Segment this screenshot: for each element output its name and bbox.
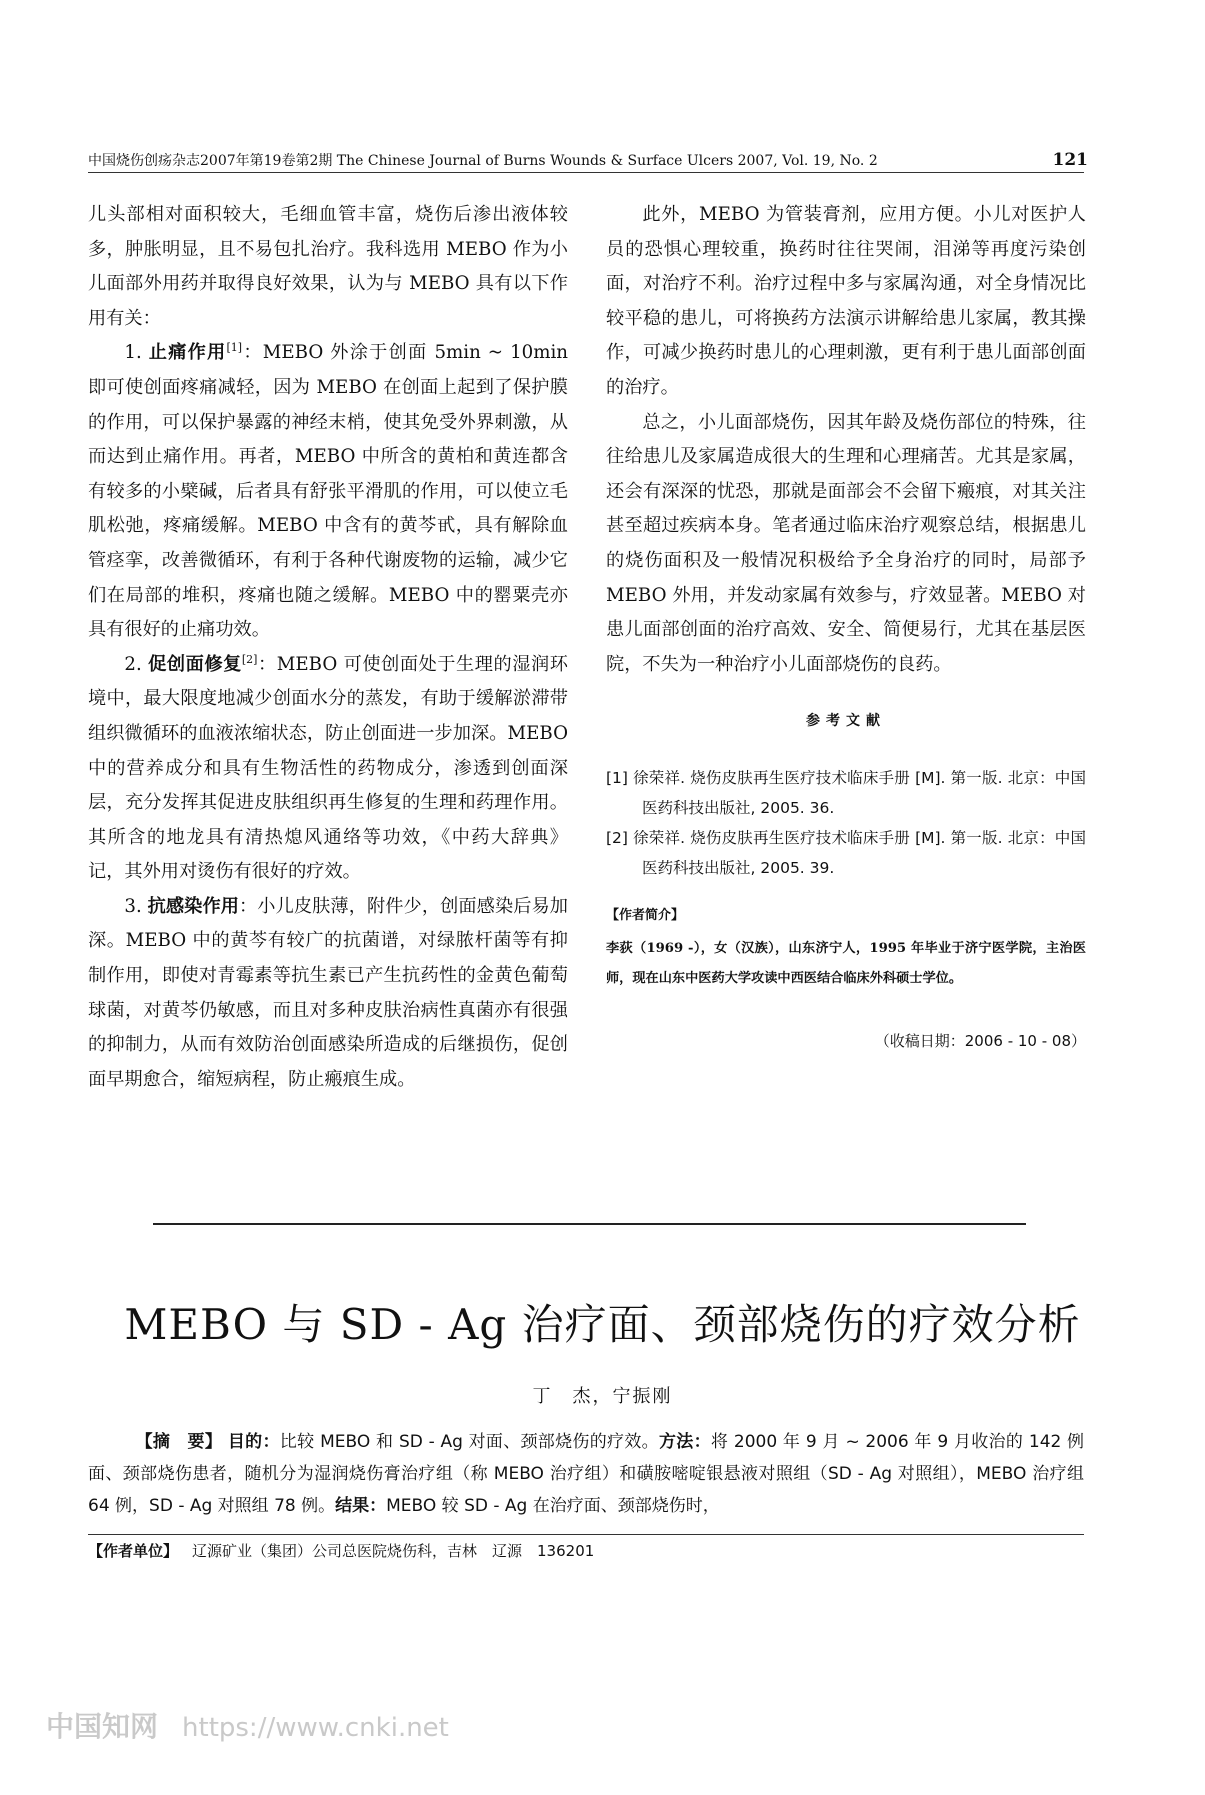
section-text: ：小儿皮肤薄，附件少，创面感染后易加深。MEBO 中的黄芩有较广的抗菌谱，对绿脓杆菌等有抑制作用，即使对青霉素等抗生素已产生抗药性的金黄色葡萄球菌，对黄芩仍敏感，而且对多种皮肤治病性真菌亦有很强的抑制力，从而有效防治创面感染所造成的后继损伤，促创面早期愈合，缩短病程，防止瘢痕生成。 bbox=[88, 895, 568, 1090]
result-text: MEBO 较 SD - Ag 在治疗面、颈部烧伤时， bbox=[386, 1496, 720, 1516]
article-divider bbox=[153, 1223, 1026, 1225]
section-title: 止痛作用 bbox=[148, 342, 227, 364]
received-date: （收稿日期：2006 - 10 - 08） bbox=[874, 1031, 1086, 1050]
section-text: ：MEBO 外涂于创面 5min ~ 10min 即可使创面疼痛减轻，因为 MEBO 在创面上起到了保护膜的作用，可以保护暴露的神经末梢，使其免受外界刺激，从而达到止痛作用。再者，MEBO 中所含的黄柏和黄连都含有较多的小檗碱，后者具有舒张平滑肌的作用，可以使立毛肌松弛，疼痛缓解。MEBO 中含有的黄芩甙，具有解除血管痉挛，改善微循环，有利于各种代谢废物的运输，减少它们在局部的堆积，疼痛也随之缓解。MEBO 中的罂粟壳亦具有很好的止痛功效。 bbox=[88, 342, 568, 641]
citation: [2] bbox=[241, 652, 258, 666]
section-number: 1. bbox=[124, 342, 142, 364]
paragraph: 总之，小儿面部烧伤，因其年龄及烧伤部位的特殊，往往给患儿及家属造成很大的生理和心理痛苦。尤其是家属，还会有深深的忧恐，那就是面部会不会留下瘢痕，对其关注甚至超过疾病本身。笔者通过临床治疗观察总结，根据患儿的烧伤面积及一般情况积极给予全身治疗的同时，局部予 MEBO 外用，并发动家属有效参与，疗效显著。MEBO 对患儿面部创面的治疗高效、安全、简便易行，尤其在基层医院，不失为一种治疗小儿面部烧伤的良药。 bbox=[606, 411, 1086, 675]
abstract bbox=[88, 1426, 1084, 1522]
affiliation-text: 辽源矿业（集团）公司总医院烧伤科，吉林 辽源 136201 bbox=[192, 1542, 595, 1560]
footnote-rule bbox=[88, 1534, 1084, 1535]
author-intro: 李荻（1969 -），女（汉族），山东济宁人，1995 年毕业于济宁医学院，主治医师，现在山东中医药大学攻读中西医结合临床外科硕士学位。 bbox=[606, 940, 1086, 986]
author-affiliation bbox=[88, 1540, 594, 1561]
cnki-logo: 中国知网 bbox=[46, 1710, 159, 1743]
references-heading: 参考文献 bbox=[806, 713, 886, 730]
cnki-watermark bbox=[46, 1705, 449, 1745]
section-number: 3. bbox=[124, 895, 142, 917]
paragraph: 儿头部相对面积较大，毛细血管丰富，烧伤后渗出液体较多，肿胀明显，且不易包扎治疗。我科选用 MEBO 作为小儿面部外用药并取得良好效果，认为与 MEBO 具有以下作用有关： bbox=[88, 204, 568, 329]
section-title: 促创面修复 bbox=[148, 653, 242, 675]
right-column bbox=[606, 198, 1086, 1058]
section-3 bbox=[88, 890, 568, 1098]
section-number: 2. bbox=[124, 653, 142, 675]
method-text: 将 2000 年 9 月 ~ 2006 年 9 月收治的 142 例面、颈部烧伤患者，随机分为湿润烧伤膏治疗组（称 MEBO 治疗组）和磺胺嘧啶银悬液对照组（SD - Ag 对照组），MEBO 治疗组 64 例，SD - Ag 对照组 78 例。 bbox=[88, 1432, 1085, 1516]
journal-header: 中国烧伤创疡杂志2007年第19卷第2期 The Chinese Journal of Burns Wounds & Surface Ulcers 2007, Vol. 19, No. 2 bbox=[88, 153, 878, 169]
page-number: 121 bbox=[1052, 150, 1088, 170]
abstract-label: 【摘 要】 bbox=[135, 1432, 223, 1452]
left-column bbox=[88, 198, 568, 1097]
running-header bbox=[88, 150, 1088, 170]
cnki-url: https://www.cnki.net bbox=[182, 1713, 449, 1743]
section-1 bbox=[88, 336, 568, 647]
section-text: ：MEBO 可使创面处于生理的湿润环境中，最大限度地减少创面水分的蒸发，有助于缓解淤滞带组织微循环的血液浓缩状态，防止创面进一步加深。MEBO 中的营养成分和具有生物活性的药物成分，渗透到创面深层，充分发挥其促进皮肤组织再生修复的生理和药理作用。其所含的地龙具有清热熄风通络等功效，《中药大辞典》记，其外用对烫伤有很好的疗效。 bbox=[88, 653, 568, 883]
citation: [1] bbox=[226, 341, 243, 355]
section-title: 抗感染作用 bbox=[147, 895, 240, 917]
objective-label: 目的： bbox=[227, 1432, 280, 1452]
method-label: 方法： bbox=[658, 1432, 711, 1452]
article-authors: 丁 杰，宁振刚 bbox=[532, 1386, 673, 1407]
header-rule bbox=[88, 172, 1084, 173]
article-title: MEBO 与 SD - Ag 治疗面、颈部烧伤的疗效分析 bbox=[124, 1300, 1081, 1349]
paragraph: 此外，MEBO 为管装膏剂，应用方便。小儿对医护人员的恐惧心理较重，换药时往往哭闹，泪涕等再度污染创面，对治疗不利。治疗过程中多与家属沟通，对全身情况比较平稳的患儿，可将换药方法演示讲解给患儿家属，教其操作，可减少换药时患儿的心理刺激，更有利于患儿面部创面的治疗。 bbox=[606, 204, 1086, 398]
objective-text: 比较 MEBO 和 SD - Ag 对面、颈部烧伤的疗效。 bbox=[279, 1432, 659, 1452]
reference-item: [2] 徐荣祥. 烧伤皮肤再生医疗技术临床手册 [M]. 第一版. 北京：中国医药科技出版社, 2005. 39. bbox=[606, 828, 1086, 877]
abstract-paragraph bbox=[88, 1426, 1084, 1522]
reference-item: [1] 徐荣祥. 烧伤皮肤再生医疗技术临床手册 [M]. 第一版. 北京：中国医药科技出版社, 2005. 36. bbox=[606, 768, 1086, 817]
section-2 bbox=[88, 648, 568, 890]
affiliation-label: 【作者单位】 bbox=[88, 1542, 179, 1560]
author-intro-heading: 【作者简介】 bbox=[606, 907, 685, 923]
result-label: 结果： bbox=[335, 1496, 387, 1516]
